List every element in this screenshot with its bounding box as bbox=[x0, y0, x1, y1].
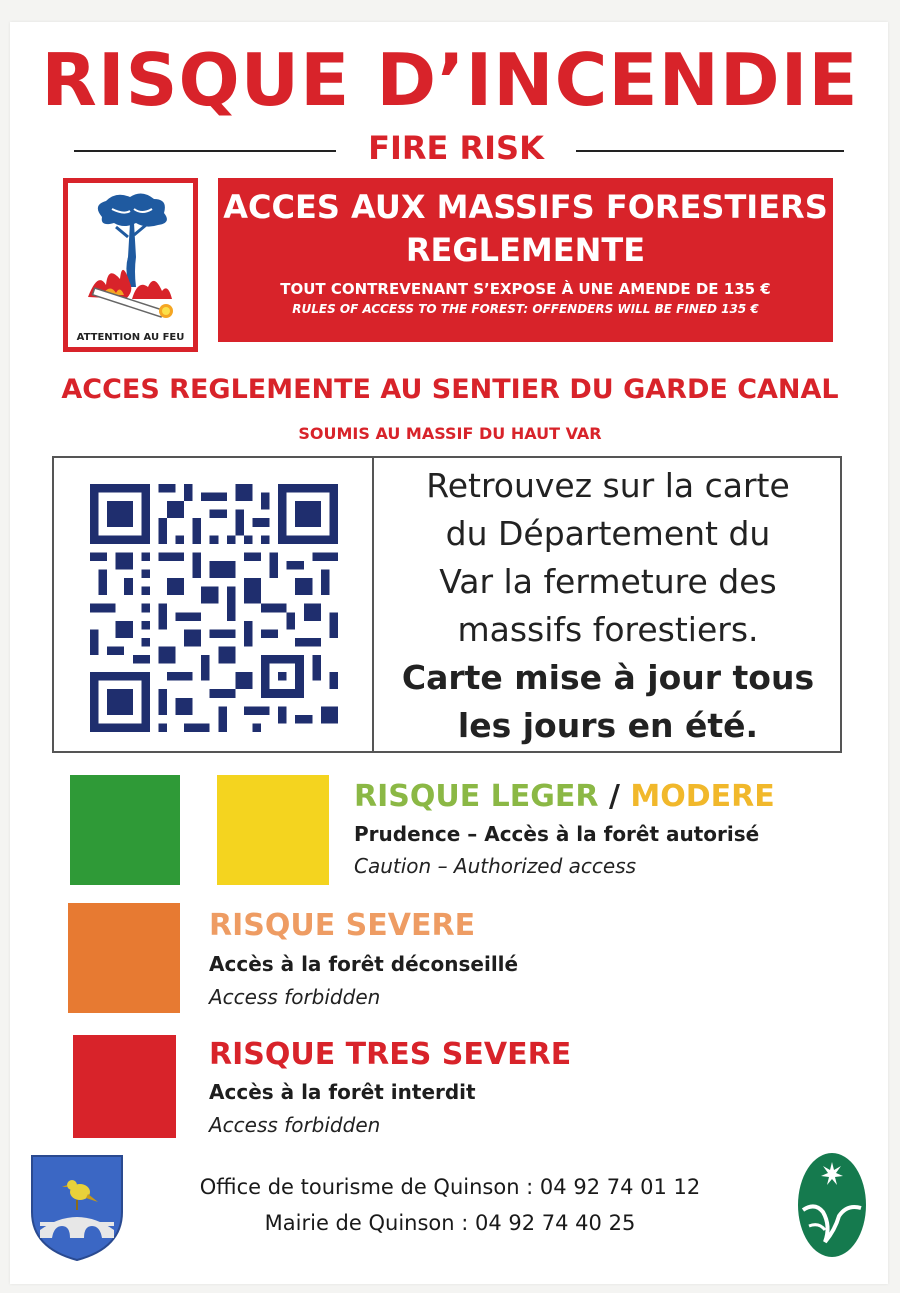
right-rule bbox=[576, 150, 844, 152]
leger-description-fr: Prudence – Accès à la forêt autorisé bbox=[354, 822, 760, 846]
tres-severe-title: RISQUE TRES SEVERE bbox=[209, 1037, 572, 1072]
severe-description-en: Access forbidden bbox=[209, 985, 381, 1009]
nature-park-logo-icon bbox=[795, 1150, 869, 1260]
banner-line-2: REGLEMENTE bbox=[405, 231, 646, 269]
qr-box bbox=[52, 456, 842, 753]
banner-fine-en: RULES OF ACCESS TO THE FOREST: OFFENDERS WILL BE FINED 135 € bbox=[292, 302, 759, 316]
page-title: RISQUE D’INCENDIE bbox=[41, 38, 859, 122]
modere-title: MODERE bbox=[630, 779, 775, 814]
severe-title: RISQUE SEVERE bbox=[209, 908, 476, 943]
access-heading: ACCES REGLEMENTE AU SENTIER DU GARDE CANAL bbox=[61, 374, 839, 405]
qr-text-line: Retrouvez sur la carte bbox=[426, 466, 790, 505]
mairie-contact: Mairie de Quinson : 04 92 74 40 25 bbox=[264, 1211, 636, 1235]
page-subtitle: FIRE RISK bbox=[368, 129, 544, 167]
tres-severe-description-fr: Accès à la forêt interdit bbox=[209, 1080, 476, 1104]
subtitle-row bbox=[74, 128, 844, 168]
left-rule bbox=[74, 150, 336, 152]
banner-line-1: ACCES AUX MASSIFS FORESTIERS bbox=[223, 188, 828, 226]
qr-text-line: massifs forestiers. bbox=[457, 610, 759, 649]
separator: / bbox=[608, 779, 620, 814]
qr-update-line: Carte mise à jour tous bbox=[401, 658, 815, 697]
regulation-banner bbox=[218, 178, 833, 342]
severe-description-fr: Accès à la forêt déconseillé bbox=[209, 952, 519, 976]
orange-swatch bbox=[68, 903, 180, 1013]
tree-fire-icon bbox=[72, 187, 189, 327]
access-subheading: SOUMIS AU MASSIF DU HAUT VAR bbox=[298, 424, 602, 443]
green-swatch bbox=[70, 775, 180, 885]
qr-text-line: Var la fermeture des bbox=[439, 562, 777, 601]
banner-fine-fr: TOUT CONTREVENANT S’EXPOSE À UNE AMENDE DE 135 € bbox=[280, 280, 771, 298]
qr-code-icon[interactable] bbox=[90, 484, 338, 732]
sign-label: ATTENTION AU FEU bbox=[76, 332, 185, 343]
yellow-swatch bbox=[217, 775, 329, 885]
leger-modere-title bbox=[354, 778, 775, 816]
qr-text-line: du Département du bbox=[445, 514, 771, 553]
tourism-office-contact: Office de tourisme de Quinson : 04 92 74 01 12 bbox=[199, 1175, 701, 1199]
qr-description bbox=[374, 462, 842, 750]
attention-sign bbox=[63, 178, 198, 352]
red-swatch bbox=[73, 1035, 176, 1138]
leger-description-en: Caution – Authorized access bbox=[354, 854, 637, 878]
qr-update-line: les jours en été. bbox=[457, 706, 759, 745]
leger-title: RISQUE LEGER bbox=[354, 779, 599, 814]
tres-severe-description-en: Access forbidden bbox=[209, 1113, 381, 1137]
